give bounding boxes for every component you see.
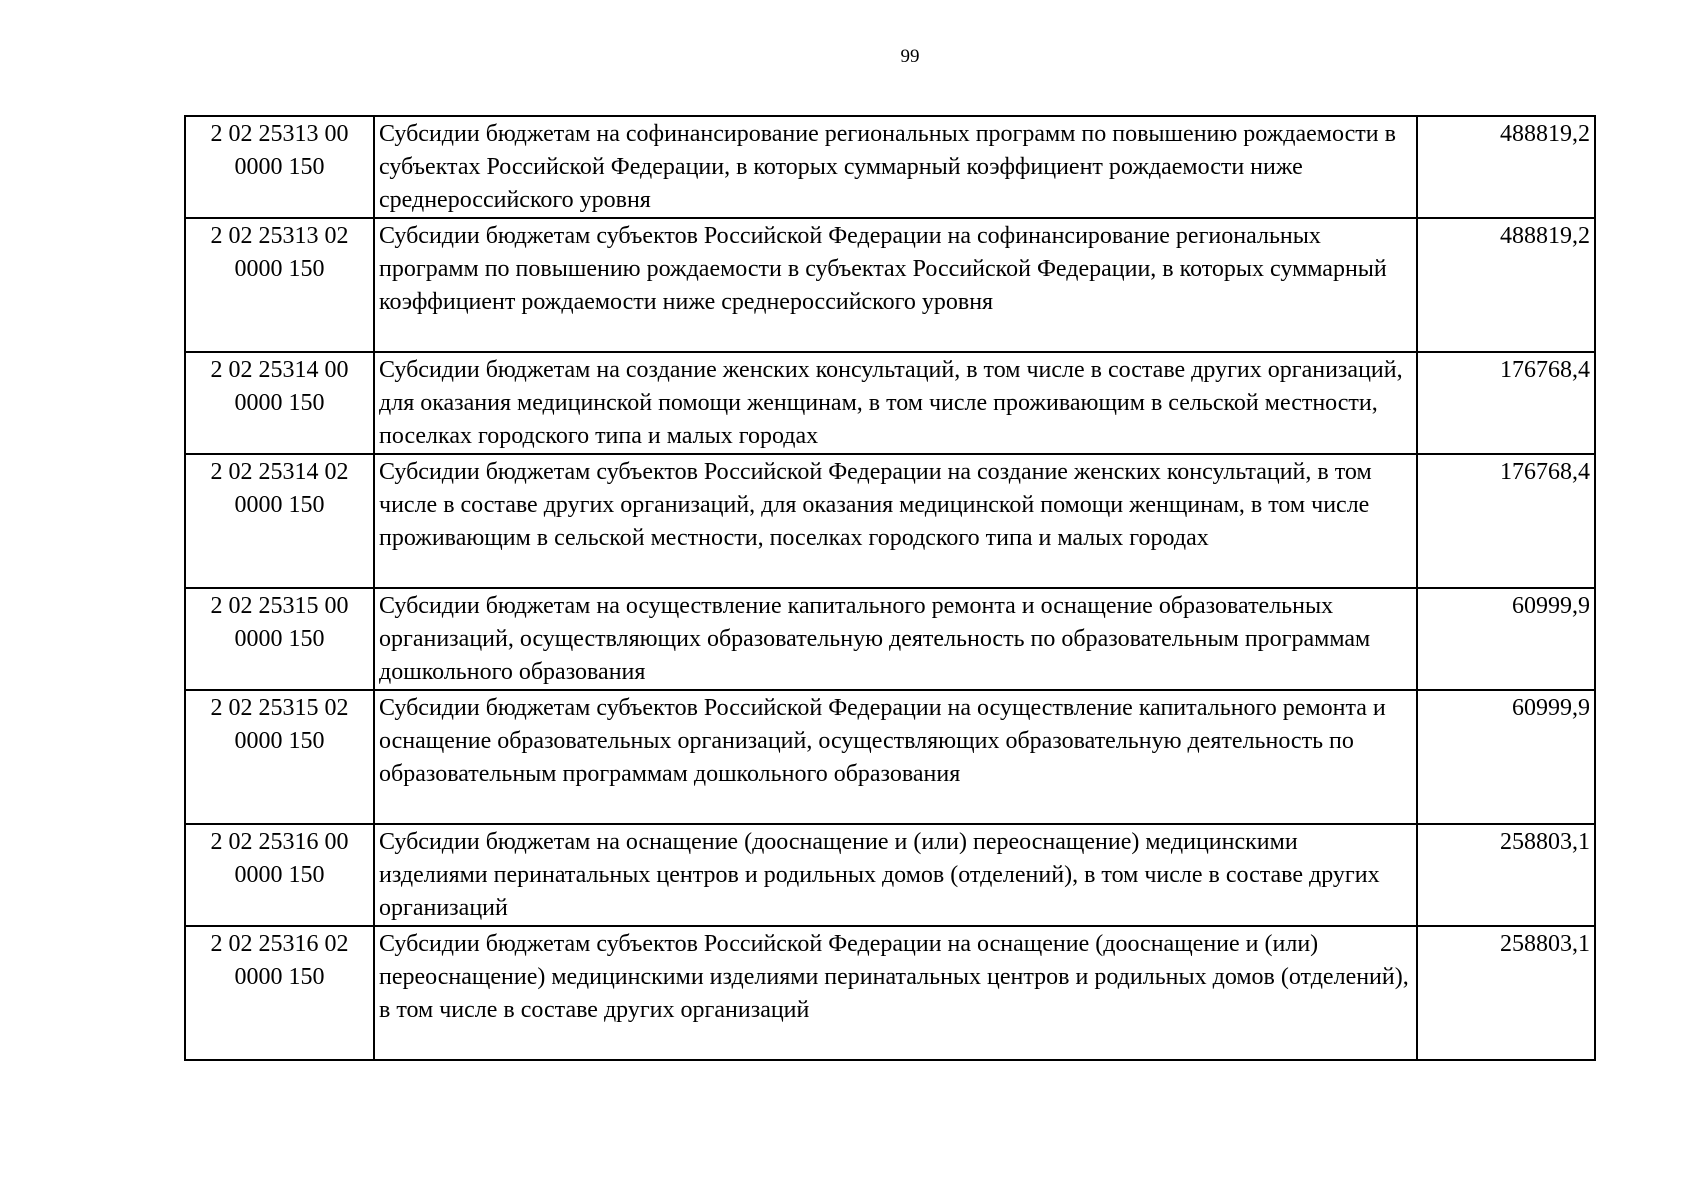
page-number: 99 bbox=[900, 46, 920, 67]
table-row bbox=[185, 824, 1595, 926]
table-row bbox=[185, 690, 1595, 824]
budget-code-cell: 2 02 25316 00 0000 150 bbox=[185, 824, 374, 926]
table-row bbox=[185, 454, 1595, 588]
amount-cell: 176768,4 bbox=[1417, 352, 1595, 454]
budget-code-cell: 2 02 25313 00 0000 150 bbox=[185, 116, 374, 218]
budget-code-cell: 2 02 25313 02 0000 150 bbox=[185, 218, 374, 352]
amount-cell: 60999,9 bbox=[1417, 588, 1595, 690]
amount-cell: 488819,2 bbox=[1417, 116, 1595, 218]
table-row bbox=[185, 926, 1595, 1060]
amount-cell: 176768,4 bbox=[1417, 454, 1595, 588]
budget-code-cell: 2 02 25316 02 0000 150 bbox=[185, 926, 374, 1060]
budget-table-body bbox=[185, 116, 1595, 1060]
description-cell: Субсидии бюджетам на оснащение (дооснащение и (или) переоснащение) медицинскими изделиями перинатальных центров и родильных домов (отделений), в том числе в составе других организаций bbox=[374, 824, 1417, 926]
amount-cell: 258803,1 bbox=[1417, 824, 1595, 926]
budget-code-cell: 2 02 25314 02 0000 150 bbox=[185, 454, 374, 588]
table-row bbox=[185, 116, 1595, 218]
description-cell: Субсидии бюджетам на осуществление капитального ремонта и оснащение образовательных организаций, осуществляющих образовательную деятельность по образовательным программам дошкольного образования bbox=[374, 588, 1417, 690]
amount-cell: 258803,1 bbox=[1417, 926, 1595, 1060]
description-cell: Субсидии бюджетам на софинансирование региональных программ по повышению рождаемости в субъектах Российской Федерации, в которых суммарный коэффициент рождаемости ниже среднероссийского уровня bbox=[374, 116, 1417, 218]
amount-cell: 60999,9 bbox=[1417, 690, 1595, 824]
table-row bbox=[185, 218, 1595, 352]
description-cell: Субсидии бюджетам субъектов Российской Федерации на оснащение (дооснащение и (или) переоснащение) медицинскими изделиями перинатальных центров и родильных домов (отделений), в том числе в составе других организаций bbox=[374, 926, 1417, 1060]
amount-cell: 488819,2 bbox=[1417, 218, 1595, 352]
description-cell: Субсидии бюджетам субъектов Российской Федерации на создание женских консультаций, в том числе в составе других организаций, для оказания медицинской помощи женщинам, в том числе проживающим в сельской местности, поселках городского типа и малых городах bbox=[374, 454, 1417, 588]
budget-code-cell: 2 02 25314 00 0000 150 bbox=[185, 352, 374, 454]
description-cell: Субсидии бюджетам субъектов Российской Федерации на софинансирование региональных программ по повышению рождаемости в субъектах Российской Федерации, в которых суммарный коэффициент рождаемости ниже среднероссийского уровня bbox=[374, 218, 1417, 352]
table-row bbox=[185, 588, 1595, 690]
budget-code-cell: 2 02 25315 02 0000 150 bbox=[185, 690, 374, 824]
budget-table bbox=[184, 115, 1596, 1061]
budget-code-cell: 2 02 25315 00 0000 150 bbox=[185, 588, 374, 690]
description-cell: Субсидии бюджетам на создание женских консультаций, в том числе в составе других организаций, для оказания медицинской помощи женщинам, в том числе проживающим в сельской местности, поселках городского типа и малых городах bbox=[374, 352, 1417, 454]
description-cell: Субсидии бюджетам субъектов Российской Федерации на осуществление капитального ремонта и оснащение образовательных организаций, осуществляющих образовательную деятельность по образовательным программам дошкольного образования bbox=[374, 690, 1417, 824]
table-row bbox=[185, 352, 1595, 454]
